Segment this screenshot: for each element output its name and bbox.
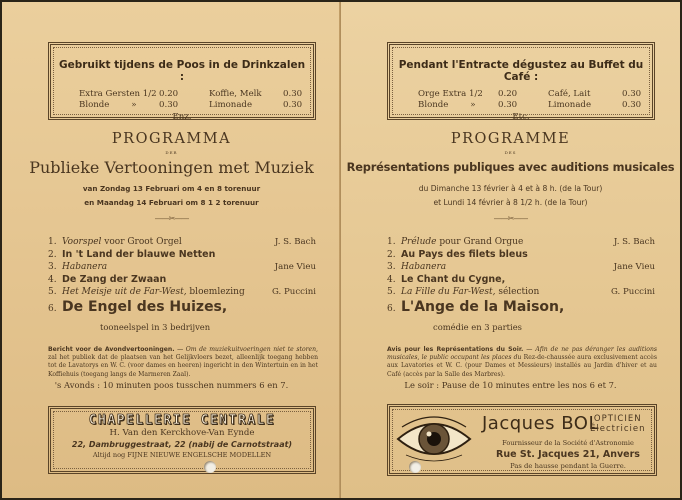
ad-address: 22, Dambruggestraat, 22 (nabij de Carnotstraat) [71, 440, 293, 449]
right-divider: ——✂—— [493, 214, 528, 223]
item-composer: G. Puccini [611, 287, 655, 298]
right-buffet-box [387, 42, 655, 120]
left-item6-subtitle: tooneelspel in 3 bedrijven [100, 322, 211, 332]
left-program-list [48, 236, 316, 316]
item-title: Le Chant du Cygne, [401, 273, 506, 285]
item-title: De Zang der Zwaan [62, 273, 167, 285]
right-pause-note: Le soir : Pause de 10 minutes entre les nos 6 et 7. [404, 380, 617, 390]
right-subtitle: Représentations publiques avec auditions musicales [346, 160, 675, 174]
profession-line: OPTICIEN [593, 414, 642, 424]
profession-line: Électricien [590, 424, 646, 434]
program-item [387, 286, 655, 299]
ad-supplier-line: Fournisseur de la Société d'Astronomie [502, 439, 634, 447]
item-title: Het Meisje uit de Far-West, [62, 287, 187, 298]
price-item: Limonade [548, 100, 592, 110]
program-item [48, 249, 316, 262]
item-number: 5. [387, 287, 396, 298]
item-title: Habanera [62, 262, 108, 273]
notice-body: Rez-de-chaussée aura exclusivement accès aux Lavatories et W. C. (pour Dames et Messieurs) installés au Jardin d'hiver et au Café (accès par la Salle des Marbres). [387, 354, 658, 378]
program-item [48, 261, 316, 274]
notice-lead: Bericht voor de Avondvertooningen. [48, 346, 175, 353]
right-price-list [418, 89, 646, 111]
left-notice [48, 346, 318, 379]
item-composer: J. S. Bach [274, 237, 316, 247]
price-value: 0.30 [283, 89, 303, 99]
price-value: 0.30 [283, 100, 303, 110]
left-divider: ——✂—— [154, 214, 189, 223]
program-item [48, 299, 316, 316]
price-value: 0.20 [498, 89, 518, 99]
item-title: Au Pays des filets bleus [401, 248, 528, 260]
left-price-list [79, 89, 307, 111]
ad-slogan: Pas de hausse pendant la Guerre. [510, 462, 626, 470]
item-composer: G. Puccini [272, 287, 316, 298]
price-value: 0.30 [498, 100, 518, 110]
item-composer: Jane Vieu [613, 262, 655, 273]
price-value: 0.20 [159, 89, 179, 99]
item-number: 6. [48, 303, 57, 314]
right-date-line-2: et Lundi 14 février à 8 1/2 h. (de la Tour) [433, 198, 588, 207]
right-program-list [387, 236, 655, 316]
left-date-line-2: en Maandag 14 Februari om 8 1 2 torenuur [84, 198, 259, 207]
ad-proprietor: H. Van den Kerckhove-Van Eynde [109, 428, 255, 438]
punch-hole [409, 461, 421, 473]
item-number: 1. [48, 237, 57, 247]
optician-profession [590, 414, 645, 434]
item-title: De Engel des Huizes, [62, 298, 228, 315]
item-number: 3. [387, 262, 396, 273]
notice-italic: — Om de muziekuitvoeringen niet te storen, [174, 346, 318, 353]
item-number: 4. [48, 274, 57, 285]
left-subtitle: Publieke Vertooningen met Muziek [29, 158, 314, 177]
program-item [387, 261, 655, 274]
item-number: 1. [387, 237, 396, 247]
right-notice [387, 346, 657, 379]
ad-slogan: Altijd nog FIJNE NIEUWE ENGELSCHE MODELLEN [92, 451, 272, 459]
program-item [387, 236, 655, 249]
price-item: Extra Gersten 1/2 [79, 89, 157, 99]
left-programma-title: PROGRAMMA [111, 131, 232, 147]
price-value: 0.30 [159, 100, 179, 110]
left-ad-chapellerie [48, 406, 316, 474]
right-buffet-title: Pendant l'Entracte dégustez au Buffet du Café : [398, 59, 644, 83]
item-title: Habanera [401, 262, 447, 273]
eye-icon [396, 413, 472, 465]
left-page [2, 2, 341, 498]
program-item [48, 286, 316, 299]
price-item: Blonde » [418, 100, 476, 110]
item-number: 5. [48, 287, 57, 298]
price-item: Limonade [209, 100, 253, 110]
price-item: Café, Lait [548, 89, 591, 99]
item-number: 3. [48, 262, 57, 273]
right-ad-optician [387, 404, 657, 476]
punch-hole [204, 461, 216, 473]
right-programme-title: PROGRAMME [450, 131, 571, 147]
price-item: Koffie, Melk [209, 89, 262, 99]
item-extra: bloemlezing [186, 287, 245, 298]
program-spread [2, 2, 680, 498]
item-composer: J. S. Bach [613, 237, 655, 247]
item-title: La Fille du Far-West, [401, 287, 496, 298]
program-item [48, 274, 316, 287]
left-etc: Enz. [172, 112, 192, 122]
item-extra: voor Groot Orgel [101, 237, 182, 247]
item-title: L'Ange de la Maison, [401, 298, 565, 315]
item-title: Prélude [401, 237, 437, 247]
right-page [341, 2, 680, 498]
notice-lead: Avis pour les Représentations du Soir. [387, 346, 524, 353]
left-pause-note: 's Avonds : 10 minuten poos tusschen nummers 6 en 7. [54, 380, 289, 390]
item-title: Voorspel [62, 237, 102, 247]
left-buffet-title: Gebruikt tijdens de Poos in de Drinkzalen : [58, 59, 306, 83]
price-value: 0.30 [622, 100, 642, 110]
program-item [387, 274, 655, 287]
item-number: 2. [48, 249, 57, 260]
item-composer: Jane Vieu [274, 262, 316, 273]
item-number: 6. [387, 303, 396, 314]
left-date-line-1: van Zondag 13 Februari om 4 en 8 torenuur [82, 184, 261, 193]
item-extra: sélection [495, 287, 540, 298]
notice-italic: — Afin de ne pas déranger les auditions musicales, le public occupant les places du [387, 346, 658, 362]
program-item [387, 299, 655, 316]
price-item: Orge Extra 1/2 [418, 89, 483, 99]
price-value: 0.30 [622, 89, 642, 99]
program-item [48, 236, 316, 249]
right-item6-subtitle: comédie en 3 parties [433, 322, 522, 332]
ad-address: Rue St. Jacques 21, Anvers [496, 449, 640, 460]
right-date-line-1: du Dimanche 13 février à 4 et à 8 h. (de la Tour) [418, 184, 603, 193]
item-number: 2. [387, 249, 396, 260]
item-number: 4. [387, 274, 396, 285]
item-title: In 't Land der blauwe Netten [62, 248, 216, 260]
ad-title: CHAPELLERIE CENTRALE [88, 413, 276, 428]
optician-name: Jacques BOL [482, 413, 599, 434]
item-extra: pour Grand Orgue [436, 237, 524, 247]
left-buffet-box [48, 42, 316, 120]
price-item: Blonde » [79, 100, 137, 110]
notice-body: zal het publiek dat de plaatsen van het Gelijkvloers bezet, alleenlijk toegang hebben tot de Lavatorys en W. C. (voor dames en heeren) ingericht in den Wintertuin en in het Koffiehuis (toegang langs de Marmeren Zaal). [48, 354, 318, 378]
right-des-label: DES [504, 150, 517, 155]
right-etc: Etc. [512, 112, 530, 122]
left-der-label: DER [165, 150, 178, 155]
program-item [387, 249, 655, 262]
